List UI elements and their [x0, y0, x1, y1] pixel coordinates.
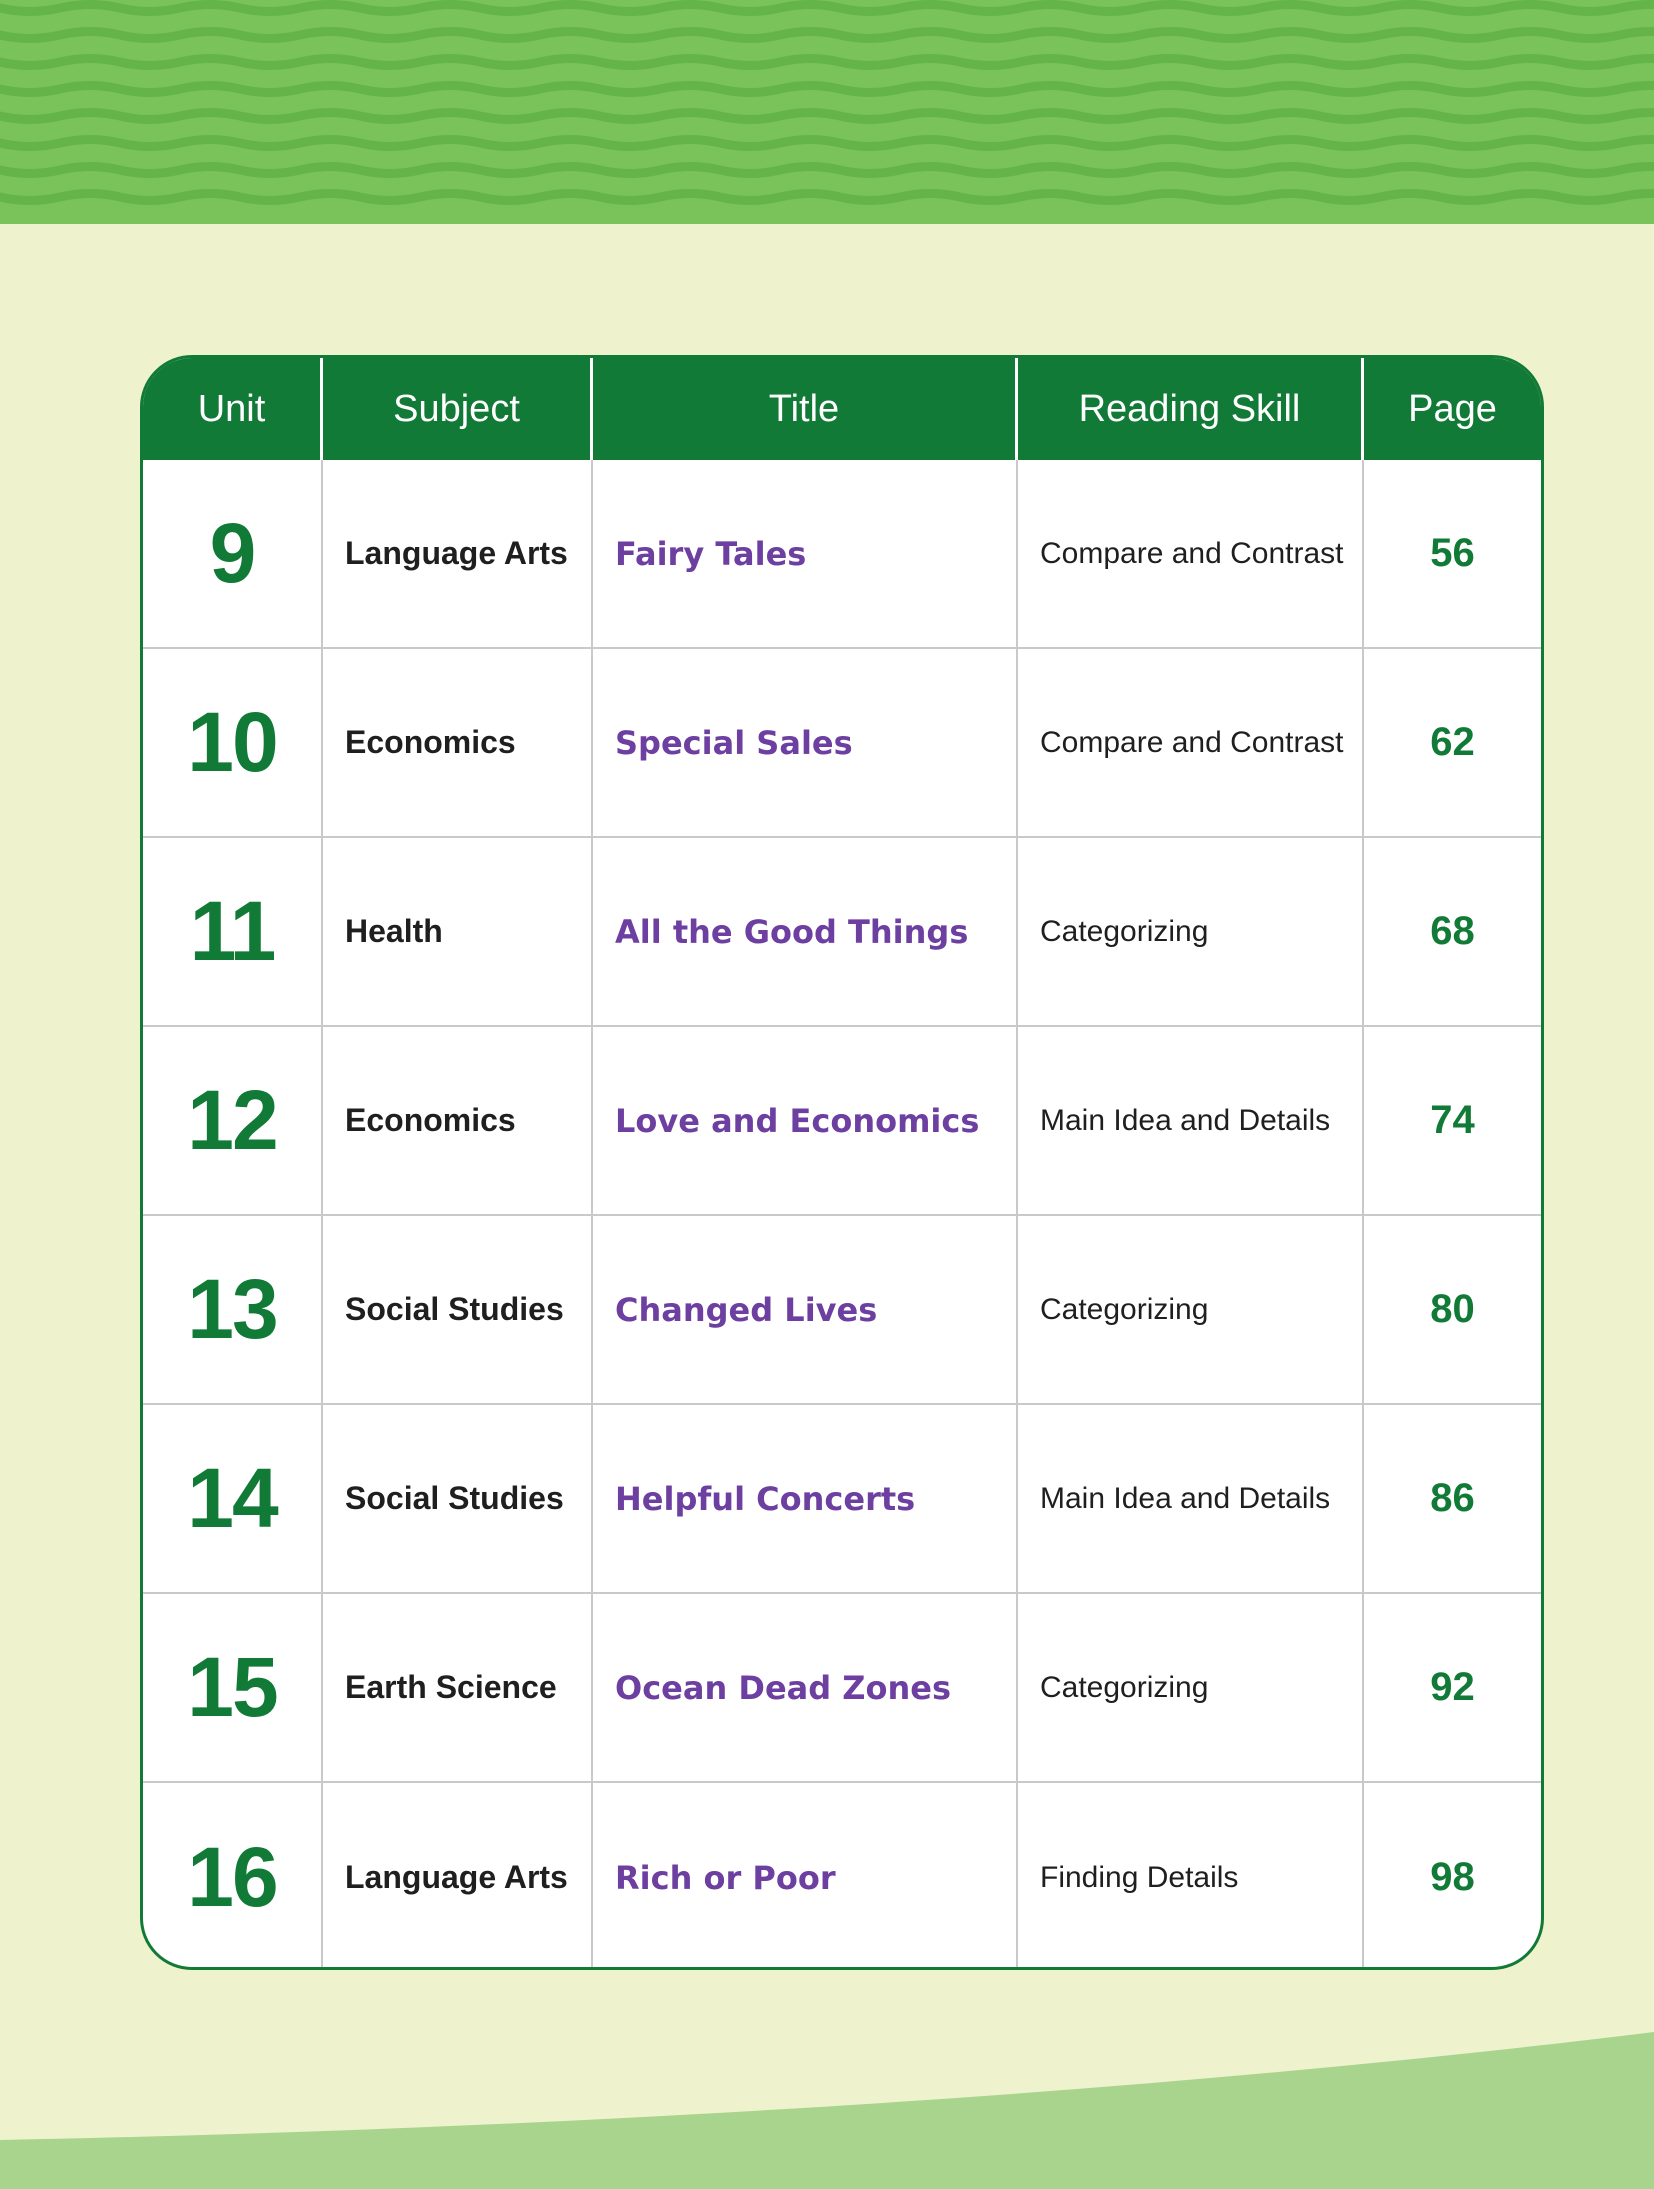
- bottom-wave-shape: [0, 2032, 1654, 2189]
- subject: Health: [323, 838, 593, 1025]
- page-number: 98: [1430, 1855, 1475, 1899]
- page-number: 92: [1430, 1665, 1475, 1709]
- table-row: [143, 1405, 1541, 1594]
- table-row: [143, 1216, 1541, 1405]
- unit-number: 15: [143, 1594, 323, 1781]
- subject: Language Arts: [323, 460, 593, 647]
- subject: Social Studies: [323, 1405, 593, 1592]
- header-title: Title: [593, 358, 1018, 460]
- header-subject: Subject: [323, 358, 593, 460]
- page-number: 56: [1430, 531, 1475, 575]
- unit-title: Rich or Poor: [593, 1783, 1018, 1970]
- unit-title: Changed Lives: [593, 1216, 1018, 1403]
- page-number: 62: [1430, 720, 1475, 764]
- page-number: 80: [1430, 1287, 1475, 1331]
- subject: Economics: [323, 1027, 593, 1214]
- unit-title: Love and Economics: [593, 1027, 1018, 1214]
- reading-skill: Categorizing: [1018, 1216, 1364, 1403]
- unit-number: 9: [143, 460, 323, 647]
- wavy-top-band: [0, 0, 1654, 224]
- subject: Earth Science: [323, 1594, 593, 1781]
- table-header: [143, 358, 1541, 460]
- unit-number: 11: [143, 838, 323, 1025]
- table-row: [143, 1027, 1541, 1216]
- unit-title: Helpful Concerts: [593, 1405, 1018, 1592]
- page-number: 68: [1430, 909, 1475, 953]
- table-of-contents: [140, 355, 1544, 1970]
- bottom-wave-decoration: [0, 2020, 1654, 2189]
- unit-number: 14: [143, 1405, 323, 1592]
- reading-skill: Compare and Contrast: [1018, 649, 1364, 836]
- reading-skill: Finding Details: [1018, 1783, 1364, 1970]
- unit-title: Special Sales: [593, 649, 1018, 836]
- table-row: [143, 838, 1541, 1027]
- unit-title: Ocean Dead Zones: [593, 1594, 1018, 1781]
- reading-skill: Categorizing: [1018, 838, 1364, 1025]
- unit-number: 10: [143, 649, 323, 836]
- subject: Language Arts: [323, 1783, 593, 1970]
- reading-skill: Main Idea and Details: [1018, 1027, 1364, 1214]
- unit-number: 16: [143, 1783, 323, 1970]
- page-number: 86: [1430, 1476, 1475, 1520]
- unit-number: 12: [143, 1027, 323, 1214]
- table-row: [143, 460, 1541, 649]
- header-page: Page: [1408, 387, 1497, 430]
- table-row: [143, 1783, 1541, 1970]
- unit-title: All the Good Things: [593, 838, 1018, 1025]
- table-row: [143, 1594, 1541, 1783]
- unit-title: Fairy Tales: [593, 460, 1018, 647]
- header-unit: Unit: [143, 358, 323, 460]
- unit-number: 13: [143, 1216, 323, 1403]
- reading-skill: Categorizing: [1018, 1594, 1364, 1781]
- table-row: [143, 649, 1541, 838]
- page-number: 74: [1430, 1098, 1475, 1142]
- reading-skill: Main Idea and Details: [1018, 1405, 1364, 1592]
- header-reading-skill: Reading Skill: [1018, 358, 1364, 460]
- subject: Economics: [323, 649, 593, 836]
- subject: Social Studies: [323, 1216, 593, 1403]
- reading-skill: Compare and Contrast: [1018, 460, 1364, 647]
